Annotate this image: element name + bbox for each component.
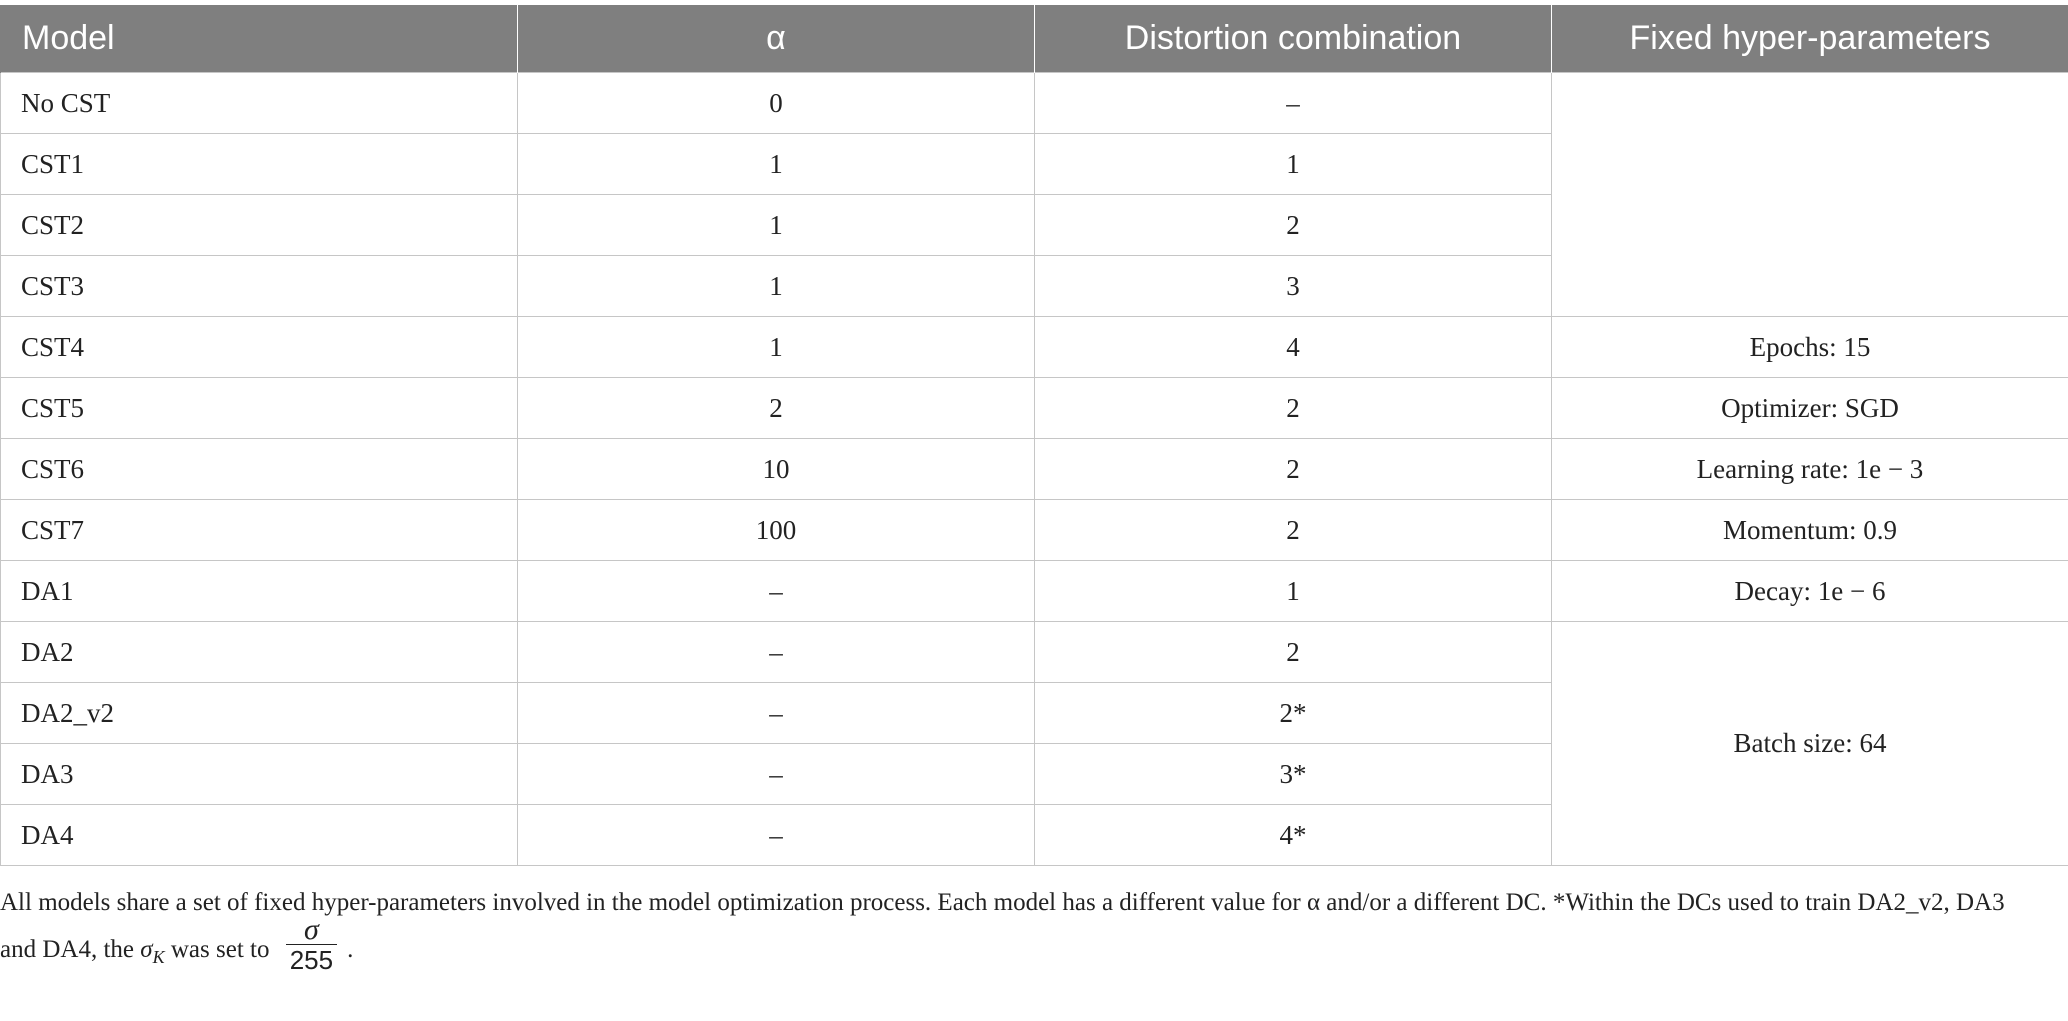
cell-dc: 1: [1035, 561, 1552, 622]
cell-decay: Decay: 1e − 6: [1552, 561, 2068, 622]
table-row: [1, 378, 2068, 439]
cell-epochs: Epochs: 15: [1552, 317, 2068, 378]
footnote-text: All models share a set of fixed hyper-parameters involved in the model optimization process. Each model has a different value for α and/or a different DC. *Within the DCs used to train DA2_v2, DA3 and DA4, the: [0, 889, 2005, 964]
cell-alpha: –: [518, 561, 1035, 622]
cell-model: No CST: [1, 73, 518, 134]
fraction: [286, 913, 337, 975]
cell-model: CST1: [1, 134, 518, 195]
cell-alpha: 1: [518, 317, 1035, 378]
fraction-numerator: σ: [286, 916, 337, 945]
cell-dc: 2: [1035, 378, 1552, 439]
cell-alpha: –: [518, 744, 1035, 805]
cell-model: DA1: [1, 561, 518, 622]
cell-model: CST3: [1, 256, 518, 317]
cell-alpha: 1: [518, 195, 1035, 256]
cell-learning-rate: Learning rate: 1e − 3: [1552, 439, 2068, 500]
header-alpha: α: [518, 5, 1035, 73]
sigma-subscript: K: [152, 947, 165, 968]
cell-dc: 4: [1035, 317, 1552, 378]
sigma-symbol: $\sigma_K$: [140, 936, 165, 968]
cell-dc: 2*: [1035, 683, 1552, 744]
cell-alpha: 10: [518, 439, 1035, 500]
cell-alpha: 0: [518, 73, 1035, 134]
cell-model: DA2: [1, 622, 518, 683]
cell-dc: 4*: [1035, 805, 1552, 866]
cell-model: CST4: [1, 317, 518, 378]
cell-alpha: 1: [518, 256, 1035, 317]
cell-fixed-params-empty: [1552, 73, 2068, 317]
cell-dc: 3: [1035, 256, 1552, 317]
cell-dc: 2: [1035, 195, 1552, 256]
cell-model: CST6: [1, 439, 518, 500]
table-row: [1, 561, 2068, 622]
cell-model: DA3: [1, 744, 518, 805]
cell-alpha: –: [518, 683, 1035, 744]
fraction-denominator: 255: [289, 945, 334, 975]
cell-dc: 1: [1035, 134, 1552, 195]
cell-alpha: 1: [518, 134, 1035, 195]
footnote-text-middle: was set to: [170, 936, 270, 964]
cell-model: CST5: [1, 378, 518, 439]
cell-optimizer: Optimizer: SGD: [1552, 378, 2068, 439]
cell-dc: 3*: [1035, 744, 1552, 805]
cell-alpha: 100: [518, 500, 1035, 561]
cell-alpha: –: [518, 622, 1035, 683]
table-row: [1, 439, 2068, 500]
table-row: [1, 622, 2068, 683]
cell-model: DA4: [1, 805, 518, 866]
cell-dc: 2: [1035, 622, 1552, 683]
header-model: Model: [1, 5, 518, 73]
table-header-row: [1, 5, 2068, 73]
cell-model: CST7: [1, 500, 518, 561]
footnote-end: .: [347, 936, 354, 964]
cell-dc: –: [1035, 73, 1552, 134]
cell-model: CST2: [1, 195, 518, 256]
table-footnote: [0, 884, 2040, 981]
table-row: [1, 73, 2068, 134]
hyperparameter-table: [0, 5, 2068, 866]
cell-momentum: Momentum: 0.9: [1552, 500, 2068, 561]
cell-dc: 2: [1035, 439, 1552, 500]
header-fixed-hyper-parameters: Fixed hyper-parameters: [1552, 5, 2068, 73]
cell-model: DA2_v2: [1, 683, 518, 744]
cell-alpha: 2: [518, 378, 1035, 439]
table-row: [1, 317, 2068, 378]
cell-batch-size: Batch size: 64: [1552, 622, 2068, 866]
cell-alpha: –: [518, 805, 1035, 866]
header-distortion-combination: Distortion combination: [1035, 5, 1552, 73]
table-row: [1, 500, 2068, 561]
cell-dc: 2: [1035, 500, 1552, 561]
